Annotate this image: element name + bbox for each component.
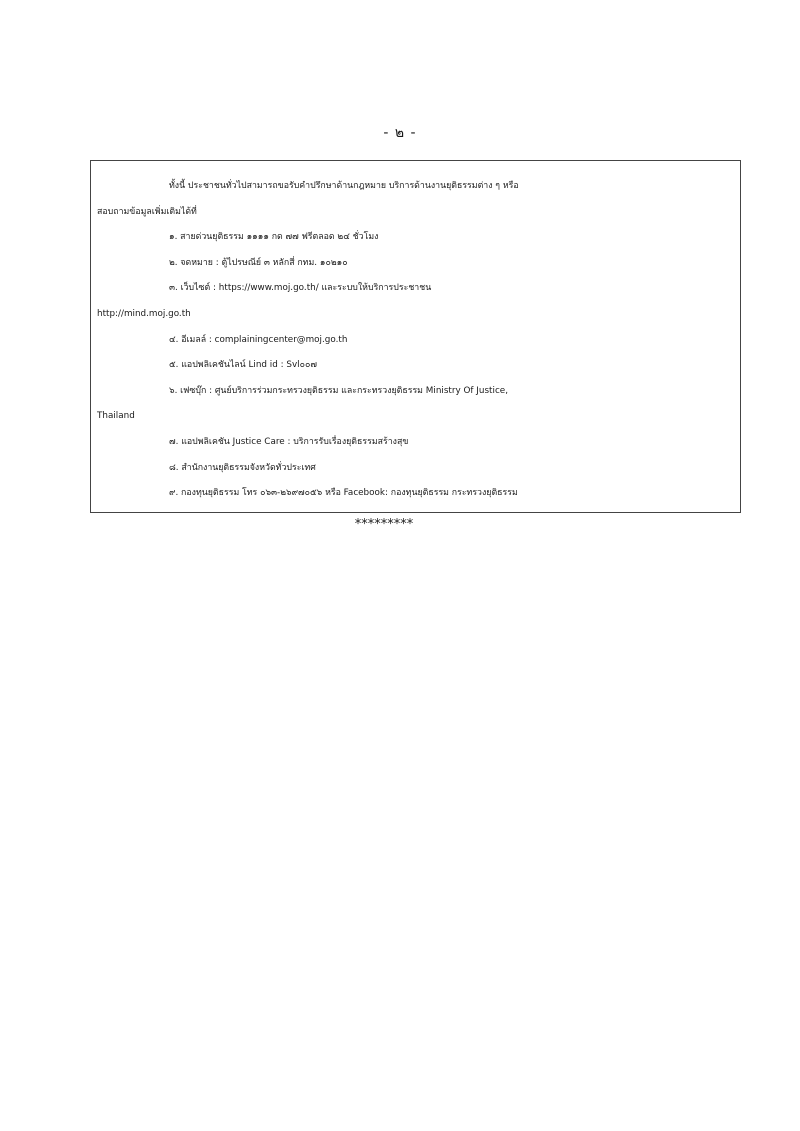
intro-line-1: ทั้งนี้ ประชาชนทั่วไปสามารถขอรับคำปรึกษาด้านกฎหมาย บริการด้านงานยุติธรรมต่าง ๆ หรือ bbox=[169, 181, 519, 191]
list-item-facebook: ๖. เฟซบุ๊ก : ศูนย์บริการร่วมกระทรวงยุติธรรม และกระทรวงยุติธรรม Ministry Of Justice, bbox=[169, 385, 508, 396]
list-item-mail: ๒. จดหมาย : ตู้ไปรษณีย์ ๓ หลักสี่ กทม. ๑๐๒๑๐ bbox=[169, 257, 348, 268]
list-item-justice-fund: ๙. กองทุนยุติธรรม โทร ๐๖๓-๒๖๙๗๐๕๖ หรือ Facebook: กองทุนยุติธรรม กระทรวงยุติธรรม bbox=[169, 488, 518, 499]
list-item-email: ๔. อีเมลล์ : complainingcenter@moj.go.th bbox=[169, 334, 348, 345]
list-item-provincial-offices: ๘. สำนักงานยุติธรรมจังหวัดทั่วประเทศ bbox=[169, 462, 316, 473]
contact-info-box bbox=[90, 160, 741, 513]
list-item-justice-care: ๗. แอปพลิเคชัน Justice Care : บริการรับเรื่องยุติธรรมสร้างสุข bbox=[169, 436, 409, 447]
list-item-facebook-continuation: Thailand bbox=[97, 411, 135, 422]
end-mark: ********* bbox=[354, 517, 414, 532]
intro-line-2: สอบถามข้อมูลเพิ่มเติมได้ที่ bbox=[97, 206, 197, 217]
list-item-hotline: ๑. สายด่วนยุติธรรม ๑๑๑๑ กด ๗๗ ฟรีตลอด ๒๔ ชั่วโมง bbox=[169, 232, 379, 243]
list-item-website-continuation: http://mind.moj.go.th bbox=[97, 308, 191, 319]
page-number: - ๒ - bbox=[383, 125, 417, 141]
list-item-website: ๓. เว็บไซต์ : https://www.moj.go.th/ และระบบให้บริการประชาชน bbox=[169, 283, 432, 294]
list-item-line-app: ๕. แอปพลิเคชันไลน์ Lind id : Svl๐๐๗ bbox=[169, 360, 317, 371]
